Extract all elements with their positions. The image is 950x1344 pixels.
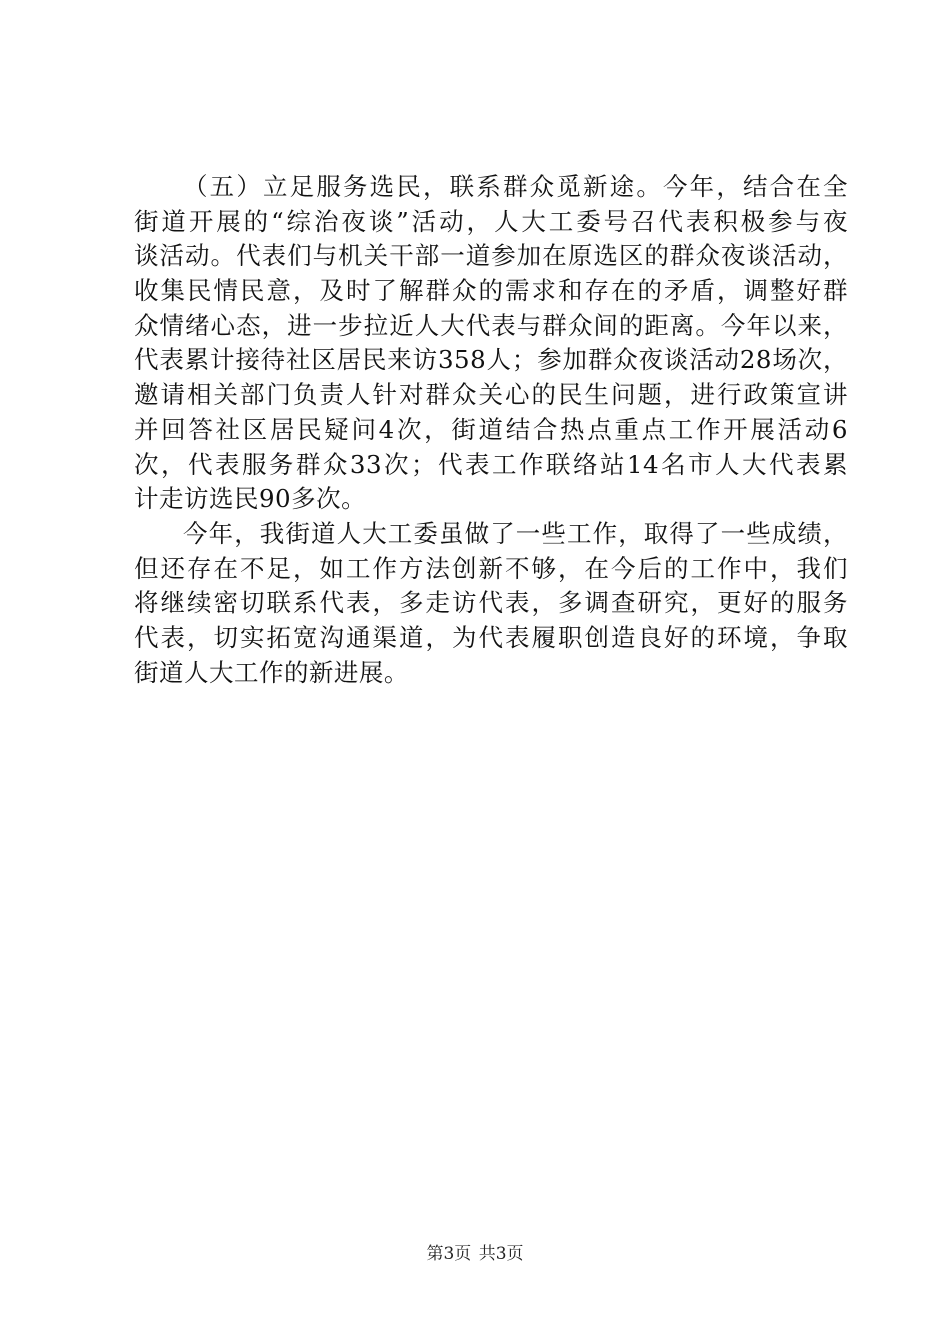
paragraph-line: 众情绪心态，进一步拉近人大代表与群众间的距离。今年以来， [134, 310, 848, 340]
paragraph-line: 街道开展的“综治夜谈”活动，人大工委号召代表积极参与夜 [134, 206, 848, 236]
paragraph-line: 但还存在不足，如工作方法创新不够，在今后的工作中，我们 [134, 553, 848, 583]
page-number-current: 第3页 [426, 1244, 472, 1264]
paragraph-line: 计走访选民90多次。 [134, 484, 367, 514]
page-number-total: 共3页 [478, 1244, 524, 1264]
paragraph-line: 邀请相关部门负责人针对群众关心的民生问题，进行政策宣讲 [134, 380, 848, 410]
document-body [134, 170, 848, 690]
paragraph-line: 收集民情民意，及时了解群众的需求和存在的矛盾，调整好群 [134, 276, 848, 306]
paragraph-line: 将继续密切联系代表，多走访代表，多调查研究，更好的服务 [134, 588, 848, 618]
paragraph-line: 次，代表服务群众33次；代表工作联络站14名市人大代表累 [134, 449, 848, 479]
paragraph-summary [134, 517, 848, 690]
paragraph-line: 谈活动。代表们与机关干部一道参加在原选区的群众夜谈活动， [134, 241, 848, 271]
paragraph-line: 街道人大工作的新进展。 [134, 657, 409, 687]
paragraph-line: 今年，我街道人大工委虽做了一些工作，取得了一些成绩， [183, 518, 848, 548]
page-footer [0, 1242, 950, 1266]
paragraph-line: 并回答社区居民疑问4次，街道结合热点重点工作开展活动6 [134, 414, 848, 444]
paragraph-line: （五）立足服务选民，联系群众觅新途。今年，结合在全 [183, 172, 848, 201]
paragraph-service-voters [134, 170, 848, 517]
paragraph-line: 代表累计接待社区居民来访358人；参加群众夜谈活动28场次， [134, 345, 848, 375]
paragraph-line: 代表，切实拓宽沟通渠道，为代表履职创造良好的环境，争取 [134, 622, 848, 652]
